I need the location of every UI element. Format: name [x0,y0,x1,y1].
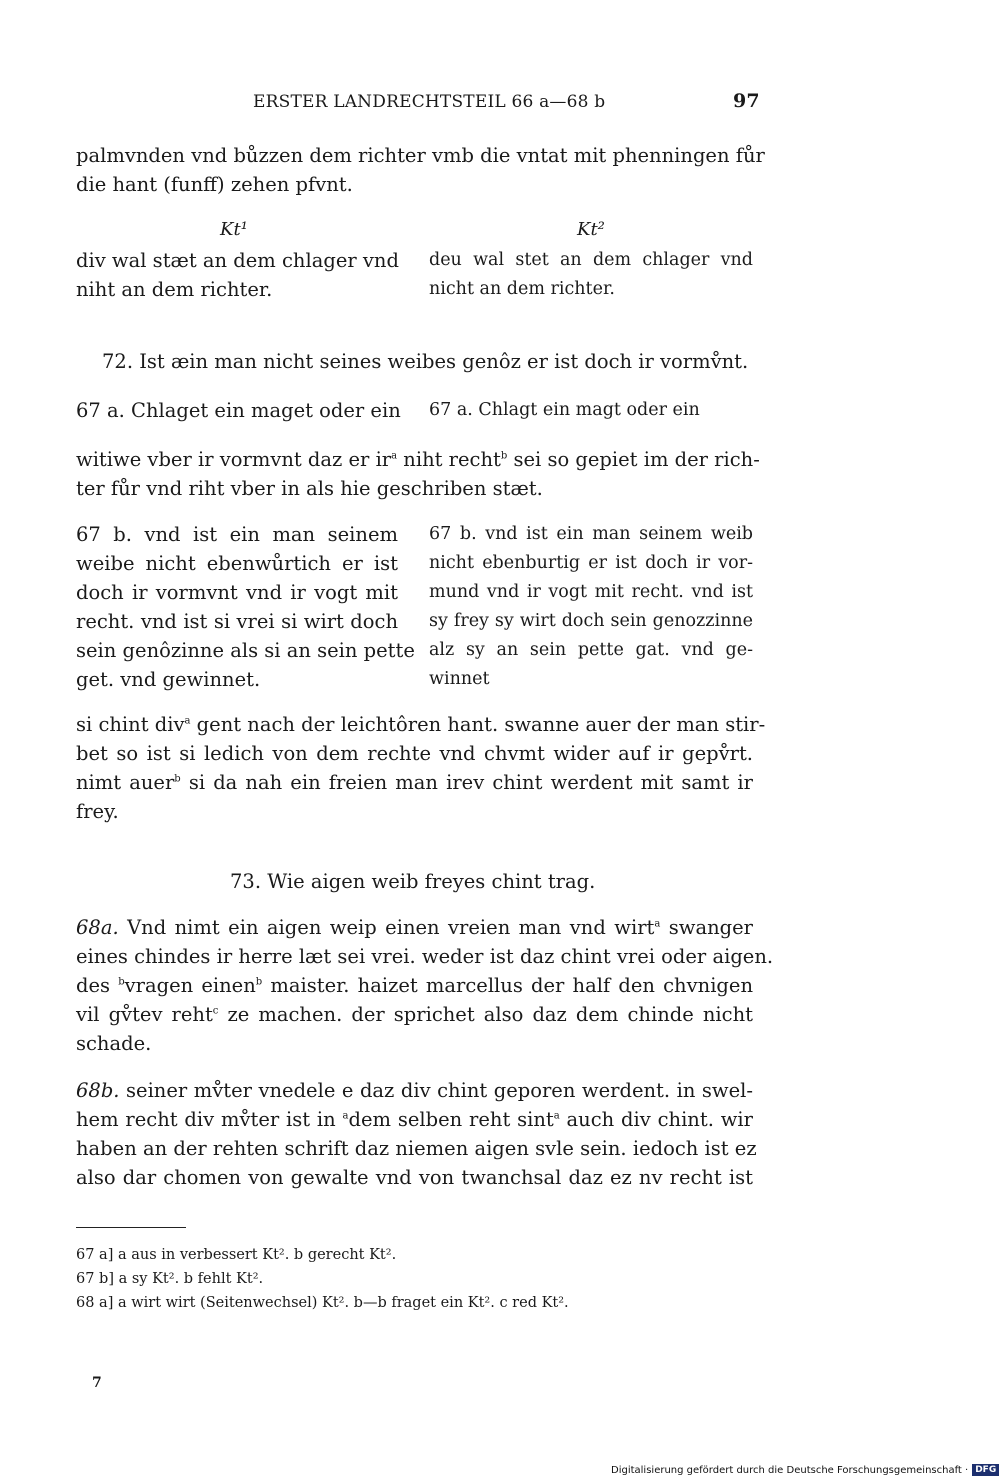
text-line: si chint div$^a$ gent nach der leichtôren hant. swanne auer der man stir- [76,713,766,736]
text-line: nicht ebenburtig er ist doch ir vor- [429,553,753,573]
text-line: recht. vnd ist si vrei si wirt doch [76,610,398,633]
text-line: frey. [76,800,119,823]
text-line: des $^b$vragen einen$^b$ maister. haizet marcellus der half den chvnigen [76,974,754,997]
footnote: 67 a] a aus in verbessert Kt². b gerecht Kt². [76,1247,397,1263]
footnote-divider [76,1227,186,1228]
text-line: eines chindes ir herre læt sei vrei. weder ist daz chint vrei oder aigen. [76,945,774,968]
text-line: 67 b. vnd ist ein man seinem weib [429,524,753,544]
text-line: die hant (funff) zehen pfvnt. [76,173,353,196]
section-heading-73: 73. Wie aigen weib freyes chint trag. [230,870,596,893]
digitization-credit [611,1464,999,1476]
text-line: bet so ist si ledich von dem rechte vnd chvmt wider auf ir gepv̊rt. [76,742,753,765]
signature-mark: 7 [92,1375,102,1391]
text-line: niht an dem richter. [76,278,273,301]
kt2-label: Kt² [577,219,605,240]
text-line: nimt auer$^b$ si da nah ein freien man irev chint werdent mit samt ir [76,771,753,794]
text-line: 67 b. vnd ist ein man seinem [76,523,398,546]
page-number: 97 [733,90,760,112]
text-line: schade. [76,1032,152,1055]
text-line: div wal stæt an dem chlager vnd [76,249,399,272]
text-line: hem recht div mv̊ter ist in $^a$dem selben reht sint$^a$ auch div chint. wir [76,1108,753,1131]
kt1-label: Kt¹ [220,219,248,240]
text-line: haben an der rehten schrift daz niemen aigen svle sein. iedoch ist ez [76,1137,757,1160]
text-line: winnet [429,669,490,689]
section-heading-72: 72. Ist æin man nicht seines weibes genôz er ist doch ir vormv̊nt. [102,350,749,373]
text-line: get. vnd gewinnet. [76,668,261,691]
text-line: doch ir vormvnt vnd ir vogt mit [76,581,398,604]
text-line: 67 a. Chlaget ein maget oder ein [76,399,401,422]
text-line: ter fůr vnd riht vber in als hie geschriben stæt. [76,477,543,500]
footnote: 68 a] a wirt wirt (Seitenwechsel) Kt². b—b fraget ein Kt². c red Kt². [76,1295,569,1311]
text-line: deu wal stet an dem chlager vnd [429,250,753,270]
text-line: vil gv̊tev reht$^c$ ze machen. der sprichet also daz dem chinde nicht [76,1003,753,1026]
credit-text: Digitalisierung gefördert durch die Deutsche Forschungsgemeinschaft · [611,1465,969,1476]
text-line: witiwe vber ir vormvnt daz er $ir^a$ niht recht$^b$ sei so gepiet im der rich- [76,448,760,471]
text-line: sein genôzinne als si an sein pette [76,639,415,662]
text-line: sy frey sy wirt doch sein genozzinne [429,611,753,631]
footnote: 67 b] a sy Kt². b fehlt Kt². [76,1271,264,1287]
running-title: ERSTER LANDRECHTSTEIL 66 a—68 b [253,92,606,112]
text-line: weibe nicht ebenwůrtich er ist [76,552,398,575]
text-line: alz sy an sein pette gat. vnd ge- [429,640,753,660]
text-line: palmvnden vnd bůzzen dem richter vmb die vntat mit phenningen fůr [76,144,765,167]
text-line: 67 a. Chlagt ein magt oder ein [429,400,700,420]
text-line: mund vnd ir vogt mit recht. vnd ist [429,582,753,602]
text-line: 68b. seiner mv̊ter vnedele e daz div chint geporen werdent. in swel- [76,1079,753,1102]
text-line: nicht an dem richter. [429,279,615,299]
dfg-logo: DFG [972,1464,999,1476]
text-line: 68a. Vnd nimt ein aigen weip einen vreien man vnd wirt$^a$ swanger [76,916,753,939]
text-line: also dar chomen von gewalte vnd von twanchsal daz ez nv recht ist [76,1166,753,1189]
